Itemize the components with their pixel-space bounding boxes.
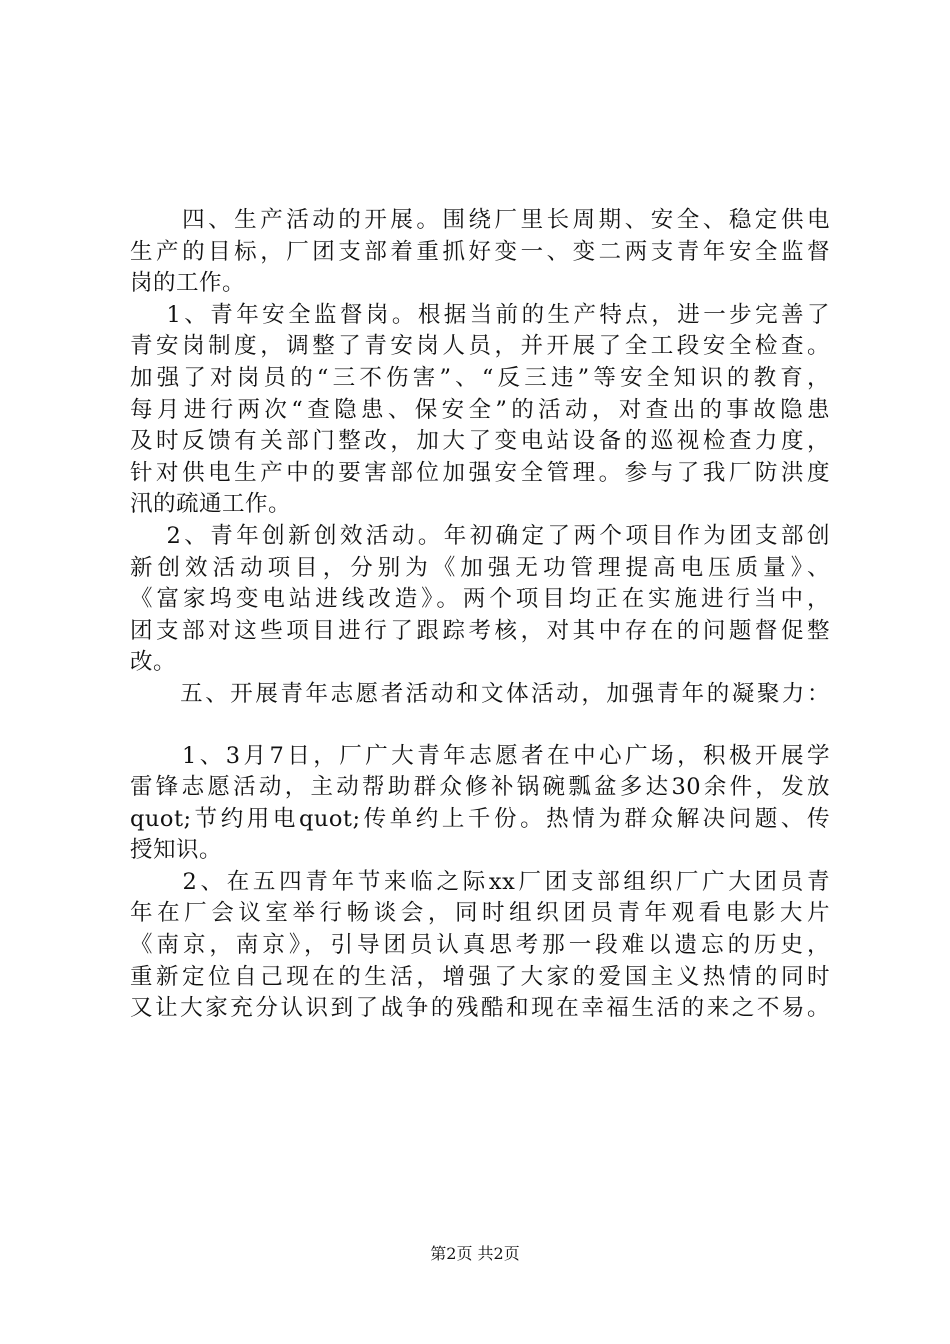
paragraph-line: 授知识。 (130, 837, 223, 864)
page-footer (0, 1244, 950, 1264)
paragraph-line: 针对供电生产中的要害部位加强安全管理。参与了我厂防洪度 (130, 459, 830, 486)
paragraph-line: 《富家坞变电站进线改造》。两个项目均正在实施进行当中， (130, 586, 830, 613)
paragraph-line: 新创效活动项目，分别为《加强无功管理提高电压质量》、 (130, 554, 830, 581)
paragraph-line: 汛的疏通工作。 (130, 491, 292, 518)
paragraph-line: 重新定位自己现在的生活，增强了大家的爱国主义热情的同时 (130, 963, 830, 990)
paragraph-line: 2、在五四青年节来临之际xx厂团支部组织厂广大团员青 (130, 868, 830, 895)
paragraph-line: 青安岗制度，调整了青安岗人员，并开展了全工段安全检查。 (130, 333, 830, 360)
paragraph-line: 雷锋志愿活动，主动帮助群众修补锅碗瓢盆多达30余件，发放 (130, 774, 830, 801)
paragraph-line: 1、青年安全监督岗。根据当前的生产特点，进一步完善了 (130, 301, 830, 328)
page-number-label: 第2页 共2页 (430, 1244, 520, 1263)
paragraph-gap (130, 711, 830, 741)
paragraph-line: 加强了对岗员的“三不伤害”、“反三违”等安全知识的教育， (130, 364, 830, 391)
paragraph-line: quot;节约用电quot;传单约上千份。热情为群众解决问题、传 (130, 805, 830, 832)
paragraph-line: 《南京，南京》，引导团员认真思考那一段难以遗忘的历史， (130, 932, 830, 959)
paragraph-line: 2、青年创新创效活动。年初确定了两个项目作为团支部创 (130, 522, 830, 549)
paragraph-line: 年在厂会议室举行畅谈会，同时组织团员青年观看电影大片 (130, 900, 830, 927)
document-body (130, 205, 830, 1025)
paragraph-line: 每月进行两次“查隐患、保安全”的活动，对查出的事故隐患 (130, 396, 830, 423)
paragraph-line: 及时反馈有关部门整改，加大了变电站设备的巡视检查力度， (130, 428, 830, 455)
paragraph-line: 团支部对这些项目进行了跟踪考核，对其中存在的问题督促整 (130, 617, 830, 644)
paragraph-line: 岗的工作。 (130, 270, 246, 297)
paragraph-line: 生产的目标，厂团支部着重抓好变一、变二两支青年安全监督 (130, 238, 830, 265)
paragraph-line: 四、生产活动的开展。围绕厂里长周期、安全、稳定供电 (130, 207, 830, 233)
paragraph-line: 1、3月7日，厂广大青年志愿者在中心广场，积极开展学 (130, 742, 830, 769)
section-heading-line: 五、开展青年志愿者活动和文体活动，加强青年的凝聚力： (130, 680, 830, 707)
paragraph-line: 改。 (130, 649, 177, 676)
paragraph-line: 又让大家充分认识到了战争的残酷和现在幸福生活的来之不易。 (130, 995, 830, 1022)
